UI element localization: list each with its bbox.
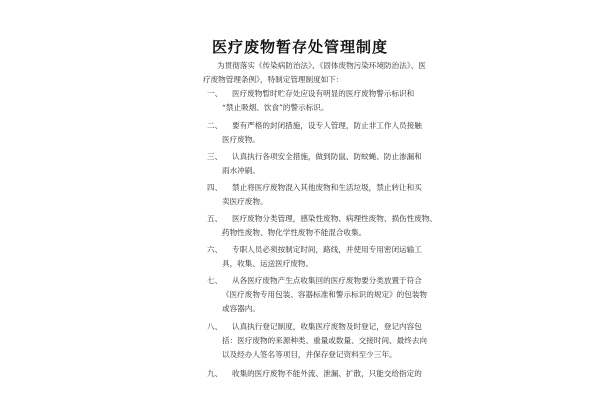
document-title: 医疗废物暂存处管理制度 xyxy=(211,38,388,56)
item-2-line-2: 医疗废物。 xyxy=(222,135,260,144)
item-9-number: 九、 xyxy=(207,369,223,378)
item-8-line-1: 认真执行登记制度，收集医疗废物及时登记，登记内容包 xyxy=(232,322,422,331)
item-3-line-2: 雨水冲刷。 xyxy=(222,166,260,175)
item-5-line-1: 医疗废物分类管理，感染性废物、病理性废物、损伤性废物、 xyxy=(232,214,438,223)
item-2-line-1: 要有严格的封闭措施，设专人管理，防止非工作人员接触 xyxy=(232,121,422,130)
intro-line-1: 为贯彻落实《传染病防治法》、《固体废物污染环境防治法》、医 xyxy=(217,61,426,70)
item-8-line-3: 以及经办人签名等项目，并保存登记资料至少三年。 xyxy=(222,350,397,359)
item-8-line-2: 括：医疗废物的来源种类、重量或数量、交接时间、最终去向 xyxy=(222,336,428,345)
item-3-line-1: 认真执行各项安全措施，做到防鼠、防蚊蝇、防止渗漏和 xyxy=(232,152,422,161)
item-6-line-2: 具，收集、运送医疗废物。 xyxy=(222,259,314,268)
item-3-number: 三、 xyxy=(207,152,223,161)
item-2-number: 二、 xyxy=(207,121,223,130)
item-7-line-3: 或容器内。 xyxy=(222,304,260,313)
item-1-line-2: “禁止吸烟、饮食”的警示标识。 xyxy=(222,103,329,112)
item-1-line-1: 医疗废物暂时贮存处应设有明显的医疗废物警示标识和 xyxy=(232,89,415,98)
item-9-line-1: 收集的医疗废物不能外流、泄漏、扩散，只能交给指定的 xyxy=(232,369,422,378)
item-4-line-1: 禁止将医疗废物混入其他废物和生活垃圾，禁止转让和买 xyxy=(232,183,422,192)
item-7-line-1: 从各医疗废物产生点收集回的医疗废物要分类放置于符合 xyxy=(232,276,422,285)
item-7-number: 七、 xyxy=(207,276,223,285)
item-6-line-1: 专职人员必须按制定时间，路线，并使用专用密闭运输工 xyxy=(232,245,422,254)
item-7-line-2: 《医疗废物专用包装、容器标准和警示标识的规定》的包装物 xyxy=(222,290,428,299)
item-5-line-2: 药物性废物、物化学性废物不能混合收集。 xyxy=(222,228,367,237)
item-6-number: 六、 xyxy=(207,245,223,254)
item-4-number: 四、 xyxy=(207,183,223,192)
item-1-number: 一、 xyxy=(207,89,223,98)
item-4-line-2: 卖医疗废物。 xyxy=(222,197,268,206)
item-8-number: 八、 xyxy=(207,322,223,331)
item-5-number: 五、 xyxy=(207,214,223,223)
intro-line-2: 疗废物管理条例》，特制定管理制度如下： xyxy=(203,75,344,84)
